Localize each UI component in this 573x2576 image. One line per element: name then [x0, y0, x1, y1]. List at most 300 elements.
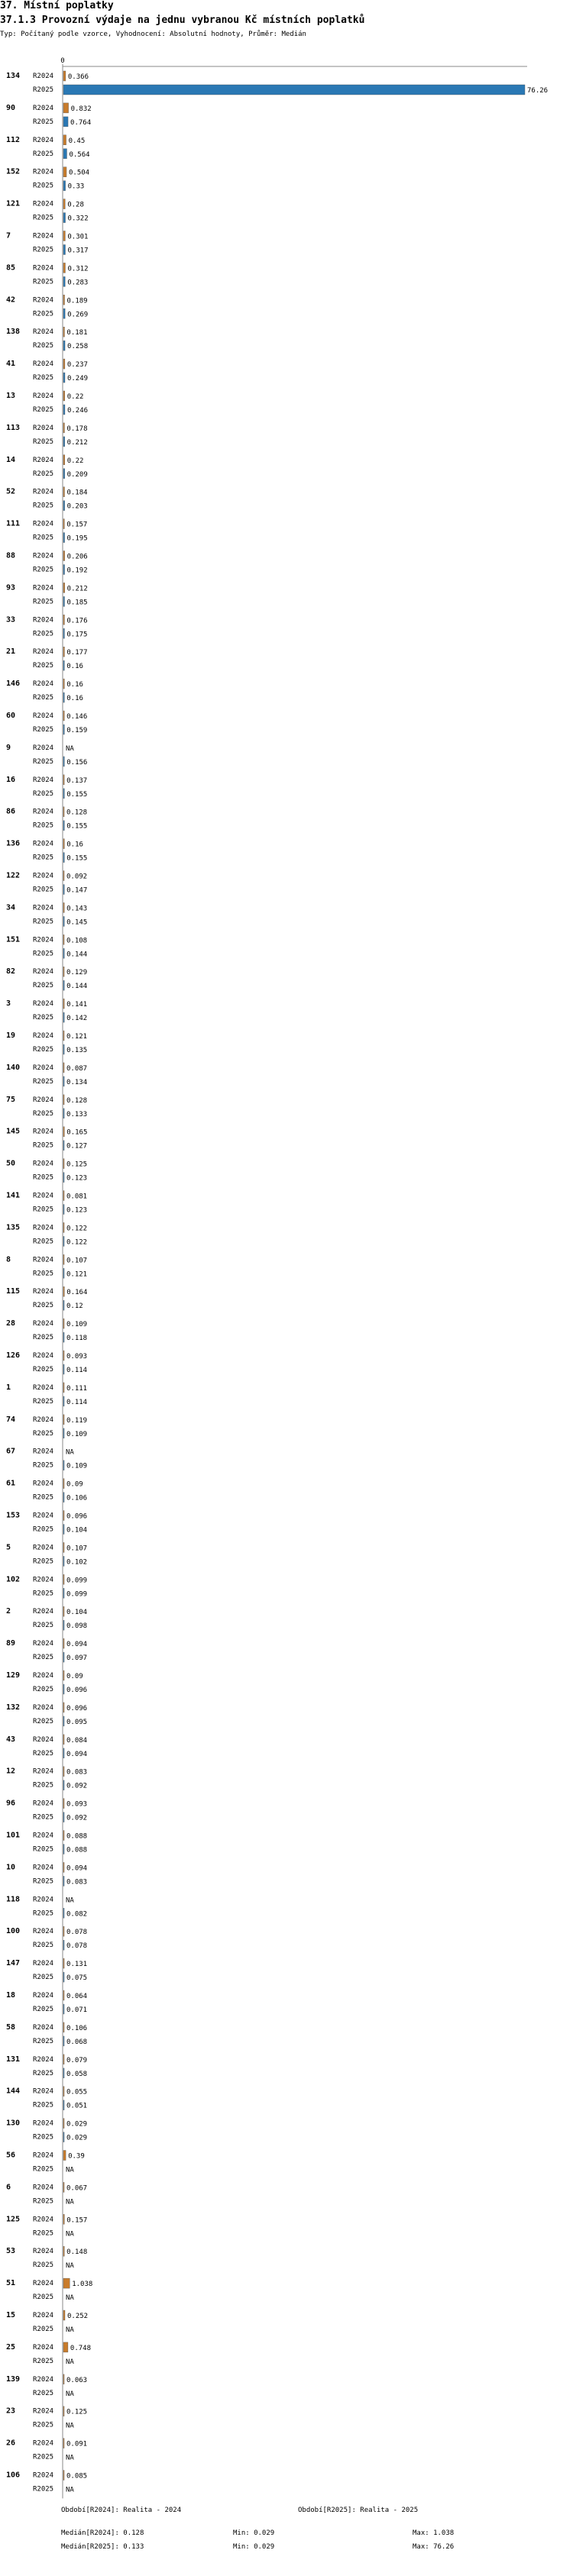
data-label: 0.082: [66, 1910, 88, 1919]
series-label: R2024: [33, 2248, 54, 2256]
bar-r2025: [63, 1748, 64, 1758]
bar-r2024: [63, 1319, 64, 1328]
series-label: R2025: [33, 2453, 54, 2461]
data-label: 0.111: [66, 1384, 88, 1393]
category-label: 18: [6, 1991, 16, 2000]
bar-r2024: [63, 1990, 64, 2000]
data-label: NA: [66, 2230, 74, 2239]
bar-r2025: [63, 1780, 64, 1790]
data-label: 0.122: [66, 1238, 88, 1247]
data-label: 0.135: [66, 1047, 88, 1054]
series-label: R2025: [33, 342, 54, 350]
category-label: 131: [6, 2055, 21, 2064]
series-label: R2025: [33, 726, 54, 734]
data-label: 0.39: [68, 2152, 85, 2161]
category-label: 134: [6, 72, 21, 80]
bar-r2025: [63, 1141, 64, 1151]
data-label: 0.051: [66, 2102, 88, 2110]
bar-r2025: [63, 1428, 64, 1438]
series-label: R2025: [33, 278, 54, 286]
data-label: 0.078: [66, 1942, 88, 1951]
series-label: R2025: [33, 950, 54, 958]
bar-r2024: [63, 2055, 64, 2064]
bar-r2024: [63, 263, 65, 273]
chart-subtitle: 37.1.3 Provozní výdaje na jednu vybranou Kč místních poplatků: [0, 15, 365, 26]
data-label: 0.083: [66, 1768, 88, 1777]
bar-r2025: [63, 533, 65, 543]
series-label: R2024: [33, 1192, 54, 1200]
data-label: 0.206: [66, 553, 88, 561]
category-label: 139: [6, 2374, 21, 2384]
bar-r2025: [63, 1908, 64, 1918]
data-label: 0.312: [67, 265, 89, 273]
data-label: 0.114: [66, 1367, 88, 1374]
category-label: 52: [6, 487, 16, 496]
category-label: 2: [6, 1607, 11, 1616]
series-label: R2025: [33, 1270, 54, 1278]
bar-r2024: [63, 2407, 64, 2416]
series-label: R2025: [33, 118, 54, 126]
series-label: R2025: [33, 2485, 54, 2494]
bar-r2025: [63, 276, 65, 286]
category-label: 51: [6, 2279, 16, 2288]
category-label: 100: [6, 1927, 21, 1936]
bar-r2024: [63, 902, 64, 912]
bar-r2024: [63, 71, 66, 81]
category-label: 85: [6, 263, 16, 273]
series-label: R2025: [33, 1622, 54, 1630]
series-label: R2025: [33, 2069, 54, 2077]
data-label: 0.748: [70, 2344, 92, 2352]
series-label: R2025: [33, 1558, 54, 1566]
series-label: R2025: [33, 1749, 54, 1758]
bar-r2025: [63, 596, 64, 606]
category-label: 56: [6, 2151, 16, 2160]
series-label: R2024: [33, 520, 54, 528]
series-label: R2025: [33, 2389, 54, 2397]
data-label: 0.176: [66, 617, 88, 625]
bar-r2025: [63, 885, 64, 895]
category-label: 60: [6, 712, 16, 720]
series-label: R2024: [33, 2216, 54, 2224]
series-label: R2025: [33, 822, 54, 830]
category-label: 144: [6, 2087, 21, 2096]
series-label: R2024: [33, 872, 54, 880]
data-label: 0.155: [66, 854, 88, 863]
series-label: R2025: [33, 1654, 54, 1662]
data-label: 0.189: [66, 297, 88, 305]
bar-r2025: [63, 2100, 64, 2110]
bar-r2024: [63, 839, 64, 849]
category-label: 90: [6, 103, 16, 112]
series-label: R2025: [33, 662, 54, 670]
data-label: 0.175: [66, 631, 88, 639]
data-label: 0.122: [66, 1225, 88, 1233]
data-label: 0.134: [66, 1078, 88, 1086]
series-label: R2024: [33, 1288, 54, 1296]
series-label: R2024: [33, 1608, 54, 1616]
data-label: 0.209: [66, 470, 88, 479]
data-label: 1.038: [72, 2281, 93, 2289]
data-label: 0.093: [66, 1353, 88, 1361]
data-label: 0.085: [66, 2472, 88, 2481]
bar-r2025: [63, 757, 64, 767]
bar-r2024: [63, 1671, 64, 1680]
bar-r2025: [63, 1300, 64, 1310]
data-label: 0.099: [66, 1577, 88, 1585]
bar-r2025: [63, 853, 64, 863]
series-label: R2025: [33, 1109, 54, 1118]
data-label: 0.09: [66, 1480, 83, 1489]
category-label: 28: [6, 1319, 16, 1328]
data-label: 0.212: [66, 585, 88, 593]
data-label: NA: [66, 2294, 74, 2303]
bar-r2025: [63, 1268, 64, 1278]
series-label: R2025: [33, 2261, 54, 2270]
series-label: R2024: [33, 648, 54, 657]
category-label: 25: [6, 2342, 16, 2352]
data-label: 0.125: [66, 2408, 88, 2416]
data-label: 0.212: [66, 438, 88, 447]
data-label: 0.079: [66, 2056, 88, 2064]
data-label: 0.088: [66, 1846, 88, 1855]
category-label: 9: [6, 743, 11, 752]
bar-r2024: [63, 647, 64, 657]
bar-r2025: [63, 213, 66, 223]
category-label: 61: [6, 1479, 16, 1488]
data-label: 0.084: [66, 1736, 88, 1745]
bar-r2024: [63, 775, 64, 785]
series-label: R2024: [33, 168, 54, 176]
data-label: 0.178: [66, 424, 88, 433]
legend-period-2024: Období[R2024]: Realita - 2024: [61, 2507, 182, 2514]
series-label: R2025: [33, 2357, 54, 2365]
series-label: R2024: [33, 488, 54, 496]
category-label: 132: [6, 1703, 21, 1712]
bar-r2025: [63, 1332, 64, 1342]
bar-r2024: [63, 1286, 64, 1296]
data-label: 0.09: [66, 1673, 83, 1680]
data-label: 0.094: [66, 1750, 88, 1758]
bar-r2024: [63, 551, 65, 561]
bar-r2025: [63, 117, 68, 127]
data-label: 0.832: [70, 105, 92, 113]
bar-r2025: [63, 501, 65, 511]
series-label: R2024: [33, 1096, 54, 1104]
data-label: 0.155: [66, 822, 88, 831]
series-label: R2025: [33, 1397, 54, 1406]
category-label: 111: [6, 519, 21, 528]
bar-r2025: [63, 725, 64, 734]
category-label: 101: [6, 1831, 21, 1840]
series-label: R2025: [33, 1525, 54, 1534]
category-label: 145: [6, 1127, 21, 1136]
bar-r2025: [63, 1940, 64, 1950]
data-label: 0.094: [66, 1641, 88, 1649]
bar-r2025: [63, 1525, 64, 1535]
series-label: R2025: [33, 2165, 54, 2174]
data-label: 0.317: [67, 247, 89, 255]
data-label: 0.114: [66, 1398, 88, 1406]
data-label: 0.249: [66, 375, 89, 383]
data-label: 0.22: [66, 457, 84, 465]
series-label: R2024: [33, 232, 54, 240]
min-2025: Min: 0.029: [233, 2543, 275, 2551]
series-label: R2025: [33, 2101, 54, 2110]
series-label: R2025: [33, 982, 54, 990]
series-label: R2024: [33, 1864, 54, 1872]
data-label: 0.063: [66, 2376, 88, 2384]
series-label: R2024: [33, 2119, 54, 2128]
series-label: R2025: [33, 854, 54, 862]
data-label: 0.096: [66, 1687, 88, 1694]
series-label: R2024: [33, 2087, 54, 2096]
series-label: R2024: [33, 1896, 54, 1904]
category-label: 89: [6, 1639, 16, 1648]
bar-r2025: [63, 1236, 64, 1246]
series-label: R2024: [33, 1672, 54, 1680]
series-label: R2024: [33, 2280, 54, 2288]
series-label: R2024: [33, 1640, 54, 1648]
data-label: 0.192: [66, 567, 88, 575]
data-label: 0.133: [66, 1110, 88, 1119]
series-label: R2024: [33, 1512, 54, 1520]
series-label: R2024: [33, 2375, 54, 2384]
series-label: R2025: [33, 1366, 54, 1374]
series-label: R2025: [33, 2037, 54, 2045]
series-label: R2025: [33, 374, 54, 383]
data-label: 76.26: [527, 87, 549, 95]
data-label: 0.258: [67, 343, 89, 351]
series-label: R2025: [33, 1974, 54, 1982]
bar-r2024: [63, 1415, 64, 1425]
series-label: R2025: [33, 1238, 54, 1246]
series-label: R2025: [33, 150, 54, 158]
data-label: 0.029: [66, 2134, 88, 2142]
series-label: R2024: [33, 1544, 54, 1552]
bar-r2025: [63, 692, 64, 702]
data-label: 0.141: [66, 1001, 88, 1009]
bar-r2024: [63, 199, 65, 209]
chart-description: Typ: Počítaný podle vzorce, Vyhodnocení: Absolutní hodnoty, Průměr: Medián: [0, 31, 306, 38]
series-label: R2025: [33, 1909, 54, 1918]
series-label: R2024: [33, 680, 54, 689]
bar-r2025: [63, 2036, 64, 2046]
series-label: R2024: [33, 1000, 54, 1009]
series-label: R2024: [33, 1224, 54, 1232]
data-label: NA: [66, 2166, 74, 2174]
bar-r2024: [63, 519, 64, 529]
data-label: 0.096: [66, 1704, 88, 1712]
bar-r2024: [63, 2151, 66, 2161]
bar-r2025: [63, 2004, 64, 2014]
bar-r2024: [63, 1031, 64, 1041]
bar-r2025: [63, 1684, 64, 1694]
data-label: 0.108: [66, 937, 88, 945]
bar-r2024: [63, 1799, 64, 1809]
bar-r2025: [63, 405, 65, 415]
data-label: 0.185: [66, 599, 88, 607]
bar-r2025: [63, 1972, 64, 1982]
data-label: NA: [66, 2390, 74, 2398]
bar-r2025: [63, 565, 65, 575]
bar-r2024: [63, 1511, 64, 1521]
data-label: 0.131: [66, 1961, 88, 1969]
axis-zero-label: 0: [60, 57, 65, 65]
data-label: 0.157: [66, 521, 88, 529]
series-label: R2025: [33, 1461, 54, 1470]
series-label: R2025: [33, 2326, 54, 2333]
series-label: R2024: [33, 552, 54, 560]
series-label: R2025: [33, 214, 54, 222]
max-2025: Max: 76.26: [413, 2543, 455, 2551]
data-label: 0.058: [66, 2070, 88, 2078]
data-label: 0.144: [66, 951, 88, 959]
category-label: 136: [6, 839, 21, 848]
bar-r2025: [63, 85, 525, 95]
data-label: 0.121: [66, 1270, 88, 1279]
data-label: 0.104: [66, 1609, 88, 1617]
data-label: 0.322: [67, 215, 89, 223]
category-label: 43: [6, 1735, 16, 1744]
series-label: R2024: [33, 424, 54, 432]
series-label: R2024: [33, 1160, 54, 1168]
series-label: R2024: [33, 1416, 54, 1424]
bar-r2024: [63, 295, 64, 305]
category-label: 151: [6, 935, 21, 944]
data-label: 0.146: [66, 713, 88, 721]
bar-r2024: [63, 1735, 64, 1745]
bar-r2025: [63, 1652, 64, 1662]
bar-r2024: [63, 807, 64, 817]
bar-r2024: [63, 711, 64, 721]
series-label: R2024: [33, 1032, 54, 1040]
data-label: 0.159: [66, 727, 88, 734]
series-label: R2025: [33, 2006, 54, 2013]
data-label: 0.055: [66, 2088, 88, 2097]
series-label: R2024: [33, 2471, 54, 2480]
series-label: R2025: [33, 1942, 54, 1950]
data-label: 0.081: [66, 1193, 88, 1201]
series-label: R2025: [33, 2421, 54, 2429]
series-label: R2024: [33, 360, 54, 369]
data-label: 0.071: [66, 2006, 88, 2014]
series-label: R2025: [33, 502, 54, 510]
series-label: R2025: [33, 182, 54, 190]
category-label: 15: [6, 2311, 16, 2319]
bar-r2025: [63, 1588, 64, 1598]
series-label: R2024: [33, 2055, 54, 2064]
series-label: R2025: [33, 1302, 54, 1310]
series-label: R2024: [33, 1928, 54, 1936]
data-label: 0.16: [66, 695, 83, 703]
series-label: R2025: [33, 1206, 54, 1214]
series-label: R2025: [33, 918, 54, 926]
bar-r2024: [63, 935, 64, 944]
series-label: R2025: [33, 1141, 54, 1150]
data-label: 0.109: [66, 1462, 88, 1470]
series-label: R2024: [33, 1480, 54, 1488]
data-label: 0.143: [66, 905, 88, 913]
category-label: 50: [6, 1159, 16, 1168]
series-label: R2025: [33, 1686, 54, 1693]
median-2025: Medián[R2025]: 0.133: [61, 2543, 144, 2551]
series-label: R2024: [33, 200, 54, 208]
data-label: 0.16: [66, 681, 83, 689]
data-label: 0.148: [66, 2248, 88, 2257]
data-label: 0.092: [66, 1782, 88, 1790]
bar-r2025: [63, 1493, 64, 1503]
data-label: 0.107: [66, 1257, 88, 1265]
series-label: R2024: [33, 776, 54, 784]
data-label: 0.33: [67, 182, 85, 191]
bar-r2024: [63, 423, 64, 433]
category-label: 8: [6, 1255, 11, 1264]
bar-r2025: [63, 181, 66, 191]
series-label: R2025: [33, 1845, 54, 1854]
bar-r2024: [63, 1191, 64, 1201]
series-label: R2025: [33, 437, 54, 446]
data-label: 0.092: [66, 873, 88, 881]
data-label: 0.029: [66, 2120, 88, 2129]
series-label: R2025: [33, 598, 54, 606]
bar-r2024: [63, 2342, 68, 2352]
series-label: R2024: [33, 904, 54, 912]
bar-r2025: [63, 1173, 64, 1183]
bar-r2024: [63, 1479, 64, 1489]
bar-r2025: [63, 1845, 64, 1855]
series-label: R2025: [33, 1014, 54, 1022]
category-label: 6: [6, 2183, 11, 2192]
data-label: 0.129: [66, 969, 88, 977]
bar-r2024: [63, 1127, 64, 1137]
category-label: 41: [6, 360, 16, 369]
series-label: R2024: [33, 2152, 54, 2160]
series-label: R2025: [33, 630, 54, 638]
bar-r2024: [63, 455, 65, 465]
bar-r2024: [63, 2214, 64, 2224]
category-label: 88: [6, 551, 16, 560]
series-label: R2024: [33, 264, 54, 273]
category-label: 16: [6, 775, 16, 784]
series-label: R2025: [33, 406, 54, 414]
series-label: R2025: [33, 246, 54, 254]
data-label: 0.177: [66, 649, 88, 657]
data-label: 0.118: [66, 1335, 88, 1343]
series-label: R2024: [33, 2184, 54, 2192]
category-label: 153: [6, 1511, 21, 1520]
max-2024: Max: 1.038: [413, 2529, 455, 2537]
category-label: 19: [6, 1031, 16, 1040]
data-label: 0.087: [66, 1064, 88, 1073]
data-label: 0.097: [66, 1654, 88, 1663]
bar-r2024: [63, 2439, 64, 2448]
bar-r2024: [63, 1351, 64, 1361]
bar-r2025: [63, 245, 66, 255]
bar-r2025: [63, 1461, 64, 1470]
bar-r2025: [63, 1364, 64, 1374]
category-label: 125: [6, 2215, 21, 2224]
series-label: R2025: [33, 1877, 54, 1886]
bar-r2024: [63, 2246, 64, 2256]
category-label: 75: [6, 1095, 16, 1104]
data-label: 0.106: [66, 2024, 88, 2032]
category-label: 126: [6, 1351, 21, 1360]
category-label: 146: [6, 680, 21, 689]
category-label: 14: [6, 455, 16, 464]
bar-r2024: [63, 615, 64, 625]
data-label: 0.181: [66, 329, 88, 337]
